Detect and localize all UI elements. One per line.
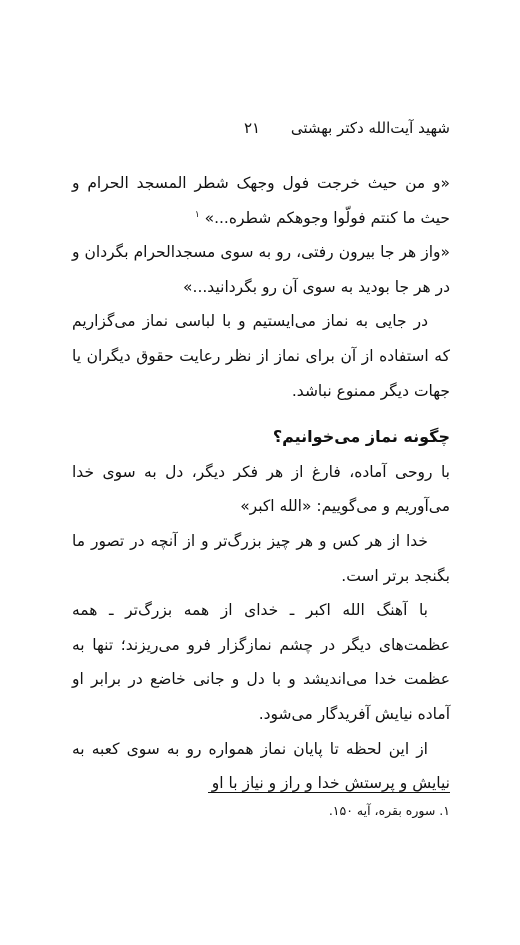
section-heading: چگونه نماز می‌خوانیم؟ xyxy=(272,427,450,447)
paragraph-allahu-akbar: با آهنگ الله اکبر ـ خدای از همه بزرگ‌تر ـ همه عظمت‌های دیگر در چشم نمازگزار فرو می‌ریزند؛ تنها به عظمت خدا می‌اندیشد و با دل و جانی خاضع در برابر او آماده نیایش آفریدگار می‌شود. xyxy=(72,601,450,723)
header-title: شهید آیت‌الله دکتر بهشتی xyxy=(290,119,450,137)
page-number: ۲۱ xyxy=(243,119,261,137)
paragraph-kaaba: از این لحظه تا پایان نماز همواره رو به سوی کعبه به نیایش و پرستش خدا و راز و نیاز با او xyxy=(72,739,450,793)
footnote-divider xyxy=(208,792,450,793)
paragraph-god-greatness: خدا از هر کس و هر چیز بزرگ‌تر و از آنچه در تصور ما بگنجد برتر است. xyxy=(72,531,450,585)
footnote: ۱. سوره بقره، آیه ۱۵۰. xyxy=(328,803,450,818)
arabic-quote xyxy=(72,166,450,235)
running-header xyxy=(244,116,450,140)
footnote-reference: ۱ xyxy=(194,209,200,220)
body-text xyxy=(72,166,450,801)
paragraph-prayer-place: در جایی به نماز می‌ایستیم و با لباسی نماز می‌گزاریم که استفاده از آن برای نماز از نظر رعایت حقوق دیگران یا جهات دیگر ممنوع نباشد. xyxy=(72,312,450,400)
paragraph-takbir: با روحی آماده، فارغ از هر فکر دیگر، دل به سوی خدا می‌آوریم و می‌گوییم: «الله اکبر» xyxy=(72,462,450,516)
arabic-quote-text: «و من حیث خرجت فول وجهک شطر المسجد الحرام و حیث ما کنتم فولّوا وجوهکم شطره...» xyxy=(72,174,450,227)
quote-translation: «واز هر جا بیرون رفتی، رو به سوی مسجدالحرام بگردان و در هر جا بودید به سوی آن رو بگردانید...» xyxy=(72,243,450,296)
